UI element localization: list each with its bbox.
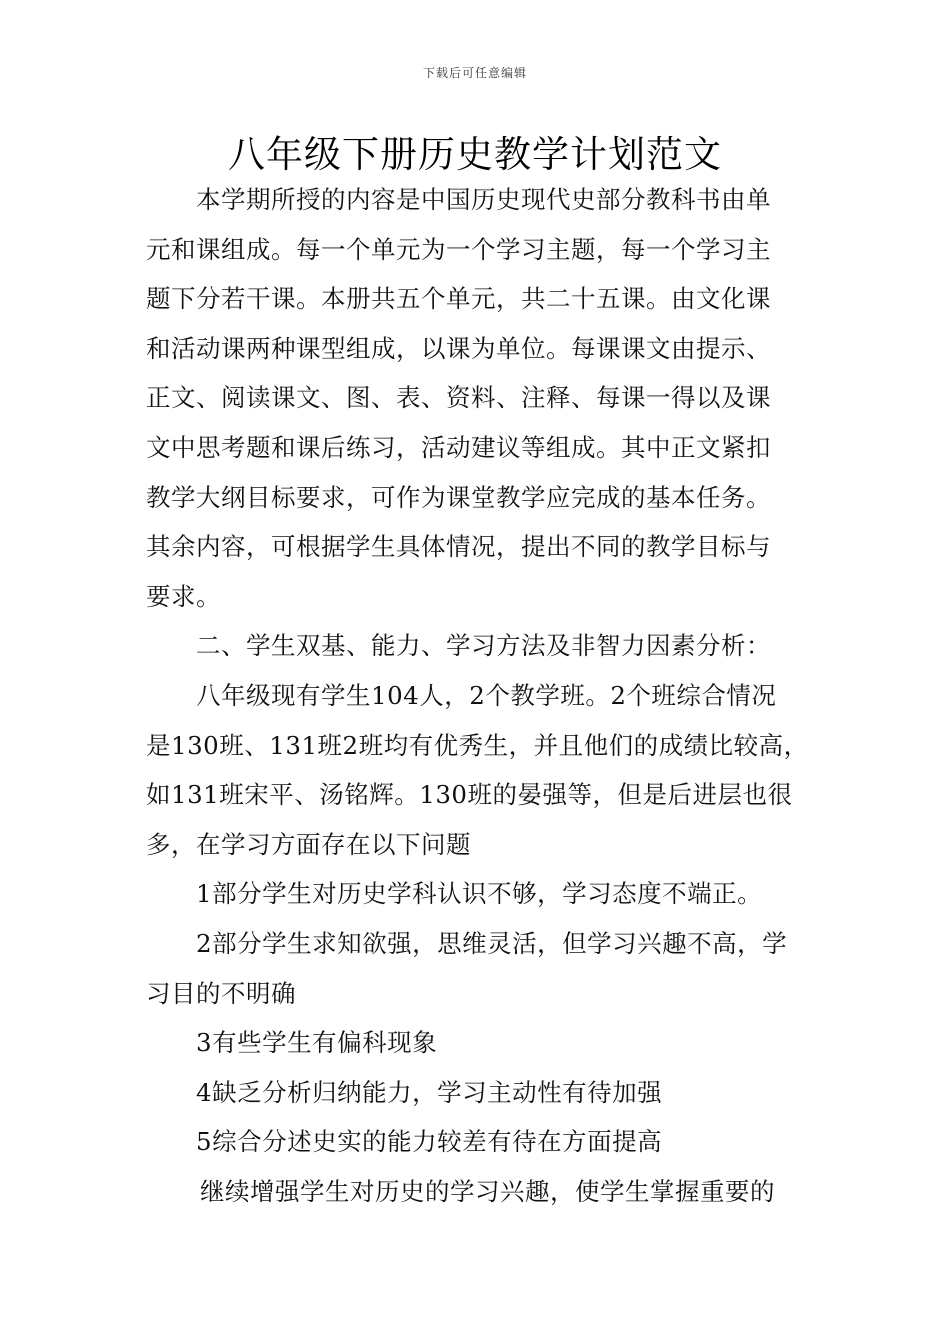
paragraph-line: 多，在学习方面存在以下问题 — [146, 829, 471, 859]
paragraph-line: 元和课组成。每一个单元为一个学习主题，每一个学习主 — [146, 234, 771, 264]
paragraph-line: 是130班、131班2班均有优秀生，并且他们的成绩比较高， — [146, 730, 809, 760]
list-item: 1部分学生对历史学科认识不够，学习态度不端正。 — [196, 879, 763, 909]
list-item: 3有些学生有偏科现象 — [196, 1028, 438, 1058]
paragraph-line: 和活动课两种课型组成，以课为单位。每课课文由提示、 — [146, 333, 771, 363]
document-title: 八年级下册历史教学计划范文 — [228, 133, 722, 176]
paragraph-line: 八年级现有学生104人，2个教学班。2个班综合情况 — [196, 680, 777, 710]
paragraph-line: 其余内容，可根据学生具体情况，提出不同的教学目标与 — [146, 532, 771, 562]
paragraph-line: 正文、阅读课文、图、表、资料、注释、每课一得以及课 — [146, 383, 771, 413]
section-heading: 二、学生双基、能力、学习方法及非智力因素分析： — [196, 631, 771, 661]
paragraph-line: 教学大纲目标要求，可作为课堂教学应完成的基本任务。 — [146, 482, 771, 512]
list-item: 2部分学生求知欲强，思维灵活，但学习兴趣不高，学 — [196, 928, 788, 958]
list-item: 4缺乏分析归纳能力，学习主动性有待加强 — [196, 1077, 663, 1107]
document-body — [146, 180, 826, 1221]
list-item-continuation: 习目的不明确 — [146, 978, 296, 1008]
paragraph-line: 继续增强学生对历史的学习兴趣，使学生掌握重要的 — [200, 1176, 775, 1206]
paragraph-line: 如131班宋平、汤铭辉。130班的晏强等，但是后进层也很 — [146, 780, 793, 810]
paragraph-line: 要求。 — [146, 581, 221, 611]
paragraph-line: 本学期所授的内容是中国历史现代史部分教科书由单 — [196, 185, 771, 214]
header-note: 下载后可任意编辑 — [422, 66, 527, 80]
paragraph-line: 题下分若干课。本册共五个单元，共二十五课。由文化课 — [146, 284, 771, 314]
paragraph-line: 文中思考题和课后练习，活动建议等组成。其中正文紧扣 — [146, 432, 771, 462]
list-item: 5综合分述史实的能力较差有待在方面提高 — [196, 1127, 663, 1157]
